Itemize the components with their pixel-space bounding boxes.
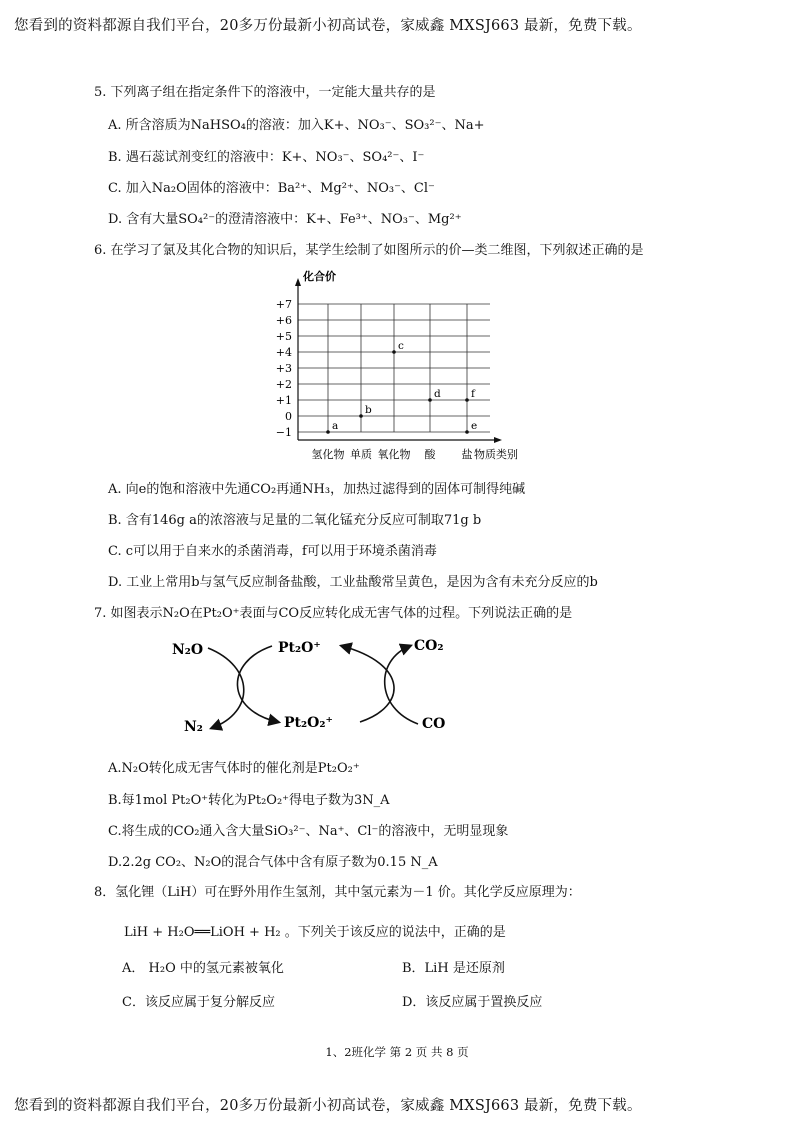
q5-stem: 5. 下列离子组在指定条件下的溶液中，一定能大量共存的是 xyxy=(94,85,436,100)
x-tick-label: 盐 xyxy=(461,448,473,461)
label-n2: N₂ xyxy=(184,719,203,735)
point-d xyxy=(428,398,432,402)
y-tick-label: +4 xyxy=(275,346,292,359)
y-tick-label: 0 xyxy=(285,410,292,423)
q5-option-d: D. 含有大量SO₄²⁻的澄清溶液中：K+、Fe³⁺、NO₃⁻、Mg²⁺ xyxy=(108,212,462,227)
bottom-banner: 您看到的资料都源自我们平台，20多万份最新小初高试卷，家威鑫 MXSJ663 最新，免费下载。 xyxy=(14,1098,642,1114)
point-a xyxy=(326,430,330,434)
point-label: f xyxy=(471,388,475,400)
q8-stem: 8．氢化锂（LiH）可在野外用作生氢剂，其中氢元素为－1 价。其化学反应原理为： xyxy=(94,885,581,900)
q7-option-c: C.将生成的CO₂通入含大量SiO₃²⁻、Na⁺、Cl⁻的溶液中，无明显现象 xyxy=(108,824,509,839)
label-co2: CO₂ xyxy=(414,638,444,654)
point-e xyxy=(465,430,469,434)
label-co: CO xyxy=(422,716,446,732)
point-label: a xyxy=(332,420,339,432)
point-f xyxy=(465,398,469,402)
q6-option-a: A. 向e的饱和溶液中先通CO₂再通NH₃，加热过滤得到的固体可制得纯碱 xyxy=(108,482,526,497)
x-tick-label: 单质 xyxy=(350,448,372,461)
point-label: d xyxy=(434,388,441,400)
q7-option-d: D.2.2g CO₂、N₂O的混合气体中含有原子数为0.15 N_A xyxy=(108,855,438,870)
q5-option-a: A. 所含溶质为NaHSO₄的溶液：加入K+、NO₃⁻、SO₃²⁻、Na+ xyxy=(108,118,485,133)
y-axis-label: 化合价 xyxy=(303,270,336,283)
x-axis-label: 物质类别 xyxy=(474,448,518,461)
y-tick-label: +3 xyxy=(275,362,292,375)
q7-option-a: A.N₂O转化成无害气体时的催化剂是Pt₂O₂⁺ xyxy=(108,761,360,776)
q7-option-b: B.每1mol Pt₂O⁺转化为Pt₂O₂⁺得电子数为3N_A xyxy=(108,793,390,808)
y-tick-label: −1 xyxy=(275,426,292,439)
label-pt2o: Pt₂O⁺ xyxy=(278,640,321,656)
q8-option-c: C．该反应属于复分解反应 xyxy=(122,995,275,1010)
label-pt2o2: Pt₂O₂⁺ xyxy=(284,715,333,731)
q6-option-c: C. c可以用于自来水的杀菌消毒，f可以用于环境杀菌消毒 xyxy=(108,544,437,559)
q5-option-b: B. 遇石蕊试剂变红的溶液中：K+、NO₃⁻、SO₄²⁻、I⁻ xyxy=(108,150,425,165)
point-b xyxy=(359,414,363,418)
point-c xyxy=(392,350,396,354)
q8-option-d: D．该反应属于置换反应 xyxy=(402,995,543,1010)
page-footer: 1、2班化学 第 2 页 共 8 页 xyxy=(325,1045,469,1059)
point-label: c xyxy=(398,340,404,352)
q8-option-b: B．LiH 是还原剂 xyxy=(402,961,505,976)
q8-option-a: A． H₂O 中的氢元素被氧化 xyxy=(122,961,284,976)
valence-category-chart xyxy=(260,268,530,468)
arrow-pt2o2-to-pt2o xyxy=(342,646,394,722)
point-label: e xyxy=(471,420,478,432)
y-axis-arrow xyxy=(295,278,301,286)
y-tick-label: +2 xyxy=(275,378,292,391)
y-tick-label: +7 xyxy=(275,298,292,311)
q6-option-b: B. 含有146g a的浓溶液与足量的二氧化锰充分反应可制取71g b xyxy=(108,513,482,528)
x-tick-label: 氢化物 xyxy=(311,448,345,461)
q6-stem: 6. 在学习了氯及其化合物的知识后，某学生绘制了如图所示的价—类二维图，下列叙述正确的是 xyxy=(94,243,644,258)
y-tick-label: +1 xyxy=(275,394,292,407)
x-tick-label: 酸 xyxy=(424,448,436,461)
q8-equation: LiH + H₂O══LiOH + H₂ 。下列关于该反应的说法中，正确的是 xyxy=(124,925,506,940)
point-label: b xyxy=(365,404,372,416)
y-tick-label: +5 xyxy=(275,330,292,343)
q5-option-c: C. 加入Na₂O固体的溶液中：Ba²⁺、Mg²⁺、NO₃⁻、Cl⁻ xyxy=(108,181,435,196)
y-tick-label: +6 xyxy=(275,314,292,327)
label-n2o: N₂O xyxy=(172,642,204,658)
arrow-co-to-co2 xyxy=(385,646,418,724)
x-axis-arrow xyxy=(494,437,502,443)
q7-stem: 7. 如图表示N₂O在Pt₂O⁺表面与CO反应转化成无害气体的过程。下列说法正确的是 xyxy=(94,606,573,621)
catalytic-cycle-diagram xyxy=(160,632,480,747)
x-tick-label: 氧化物 xyxy=(377,448,411,461)
q6-option-d: D. 工业上常用b与氢气反应制备盐酸，工业盐酸常呈黄色，是因为含有未充分反应的b xyxy=(108,575,598,590)
top-banner: 您看到的资料都源自我们平台，20多万份最新小初高试卷，家威鑫 MXSJ663 最新，免费下载。 xyxy=(14,18,642,34)
